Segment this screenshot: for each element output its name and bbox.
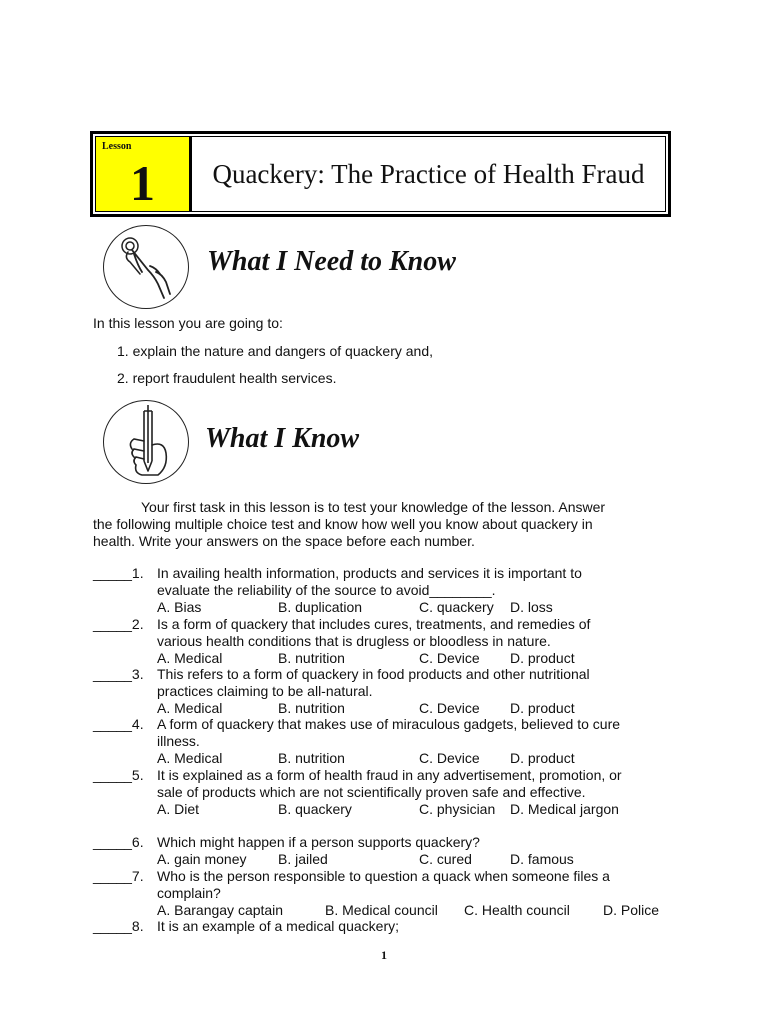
answer-blank: _____6. [93,834,144,850]
lesson-tag [96,137,192,211]
instructions-line-2: the following multiple choice test and know how well you know about quackery in [93,516,593,532]
lesson-header [90,131,671,217]
instructions-line-1: Your first task in this lesson is to test your knowledge of the lesson. Answer [141,499,606,515]
question-text: This refers to a form of quackery in food products and other nutritional [157,666,590,682]
options-row [93,750,693,767]
option-b: B. nutrition [278,650,345,666]
option-c: C. Device [419,750,480,766]
question-text: Who is the person responsible to question a quack when someone files a [157,868,610,884]
hand-pencil-icon [103,400,189,484]
question-text: In availing health information, products and services it is important to [157,565,582,581]
option-b: B. quackery [278,801,352,817]
answer-blank: _____5. [93,767,144,783]
option-d: D. product [510,650,575,666]
options-row [93,801,693,818]
question-7 [93,868,693,919]
options-row [93,650,693,667]
question-text: various health conditions that is drugless or bloodless in nature. [157,633,551,649]
section-title-what-i-know: What I Know [205,423,360,454]
question-6 [93,834,693,868]
option-a: A. Bias [157,599,202,615]
option-b: B. nutrition [278,750,345,766]
lesson-header-inner [95,136,666,212]
question-2 [93,616,693,667]
instructions-line-3: health. Write your answers on the space before each number. [93,533,475,549]
section-title-need-to-know: What I Need to Know [207,246,456,277]
question-text: sale of products which are not scientifically proven safe and effective. [157,784,586,800]
option-d: D. product [510,750,575,766]
answer-blank: _____4. [93,716,144,732]
question-text: illness. [157,733,200,749]
page-number: 1 [381,948,387,962]
question-3 [93,666,693,717]
objective-1: 1. explain the nature and dangers of quackery and, [117,343,433,359]
question-text: complain? [157,885,221,901]
option-c: C. quackery [419,599,494,615]
lesson-label: Lesson [102,141,132,152]
option-d: D. Police [603,902,660,918]
answer-blank: _____2. [93,616,144,632]
answer-blank: _____1. [93,565,144,581]
question-text: A form of quackery that makes use of miraculous gadgets, believed to cure [157,716,621,732]
question-8 [93,918,693,935]
answer-blank: _____3. [93,666,144,682]
option-d: D. famous [510,851,574,867]
option-a: A. Medical [157,650,223,666]
answer-blank: _____7. [93,868,144,884]
option-c: C. physician [419,801,496,817]
answer-blank: _____8. [93,918,144,934]
option-c: C. Device [419,650,480,666]
option-a: A. Barangay captain [157,902,284,918]
option-d: D. Medical jargon [510,801,619,817]
option-a: A. Medical [157,700,223,716]
option-b: B. Medical council [325,902,438,918]
options-row [93,902,693,919]
question-text: Is a form of quackery that includes cures, treatments, and remedies of [157,616,591,632]
option-b: B. jailed [278,851,328,867]
question-text: It is explained as a form of health fraud in any advertisement, promotion, or [157,767,622,783]
option-a: A. Medical [157,750,223,766]
options-row [93,700,693,717]
question-1 [93,565,693,616]
question-text: It is an example of a medical quackery; [157,918,400,934]
options-row [93,599,693,616]
option-d: D. product [510,700,575,716]
option-b: B. duplication [278,599,363,615]
option-c: C. cured [419,851,472,867]
option-c: C. Health council [464,902,570,918]
lesson-title: Quackery: The Practice of Health Fraud [212,158,645,189]
question-text: practices claiming to be all-natural. [157,683,373,699]
option-d: D. loss [510,599,553,615]
question-text: evaluate the reliability of the source to avoid________. [157,582,496,598]
lesson-number: 1 [130,155,155,211]
options-row [93,851,693,868]
objective-2: 2. report fraudulent health services. [117,370,337,386]
question-4 [93,716,693,767]
intro-lead: In this lesson you are going to: [93,315,283,331]
question-text: Which might happen if a person supports quackery? [157,834,480,850]
touch-hand-icon [103,225,189,309]
option-b: B. nutrition [278,700,345,716]
option-a: A. gain money [157,851,247,867]
option-a: A. Diet [157,801,200,817]
question-5 [93,767,693,818]
option-c: C. Device [419,700,480,716]
